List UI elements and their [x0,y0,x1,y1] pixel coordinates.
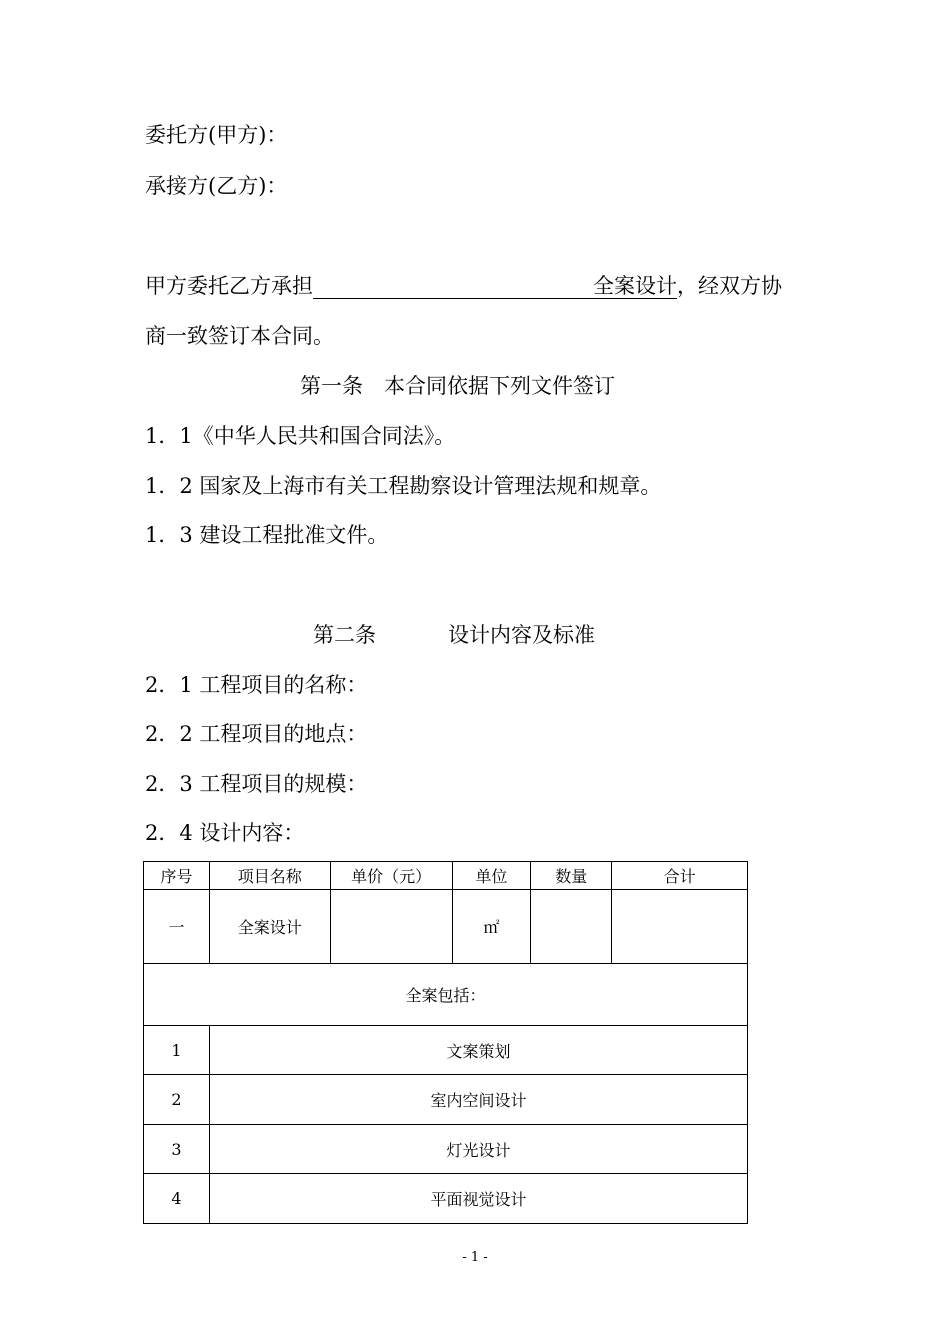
page-number: - 1 - [462,1250,488,1265]
article-2-item-3: 2．3 工程项目的规模： [145,772,368,796]
article-1-item-1: 1．1《中华人民共和国合同法》。 [145,424,456,448]
row-name-cell: 全案设计 [209,890,330,964]
project-blank [313,279,593,301]
intro-text-1: 甲方委托乙方承担 [145,274,313,298]
article-2-item-4: 2．4 设计内容： [145,821,305,845]
client-party-label: 委托方(甲方)： [145,123,288,147]
row-unit-cell: ㎡ [452,890,531,964]
header-cell-unit: 单位 [452,862,531,890]
article-1-item-3: 1．3 建设工程批准文件。 [145,523,389,547]
table-header-row [144,862,748,890]
table-row [144,1075,748,1125]
article-2-title-num: 第二条 [313,623,376,647]
article-1-title: 第一条 本合同依据下列文件签订 [300,374,615,398]
table-row [144,1026,748,1075]
header-cell-qty: 数量 [531,862,612,890]
row-qty-cell [531,890,612,964]
header-cell-name: 项目名称 [209,862,330,890]
sub-row-name: 室内空间设计 [209,1075,747,1125]
sub-row-name: 文案策划 [209,1026,747,1075]
table-row [144,1174,748,1224]
row-total-cell [612,890,748,964]
article-1-item-2: 1．2 国家及上海市有关工程勘察设计管理法规和规章。 [145,474,662,498]
article-2-title-text: 设计内容及标准 [448,623,595,647]
row-seq-cell: 一 [144,890,210,964]
article-2-item-1: 2．1 工程项目的名称： [145,673,368,697]
project-underline [313,274,677,299]
row-price-cell [330,890,452,964]
sub-row-num: 1 [144,1026,210,1075]
intro-line-1 [145,272,782,301]
section-title-cell: 全案包括： [144,964,748,1026]
contractor-party-label: 承接方(乙方)： [145,174,288,198]
header-cell-seq: 序号 [144,862,210,890]
article-2-item-2: 2．2 工程项目的地点： [145,722,368,746]
table-row [144,1125,748,1174]
sub-row-name: 平面视觉设计 [209,1174,747,1224]
table-row [144,890,748,964]
header-cell-total: 合计 [612,862,748,890]
sub-row-num: 4 [144,1174,210,1224]
section-title-row [144,964,748,1026]
intro-text-3: ，经双方协 [677,274,782,298]
design-content-table [143,861,748,1224]
intro-line-2: 商一致签订本合同。 [145,324,334,348]
sub-row-num: 2 [144,1075,210,1125]
intro-design-text: 全案设计 [593,274,677,298]
header-cell-price: 单价（元） [330,862,452,890]
sub-row-num: 3 [144,1125,210,1174]
sub-row-name: 灯光设计 [209,1125,747,1174]
